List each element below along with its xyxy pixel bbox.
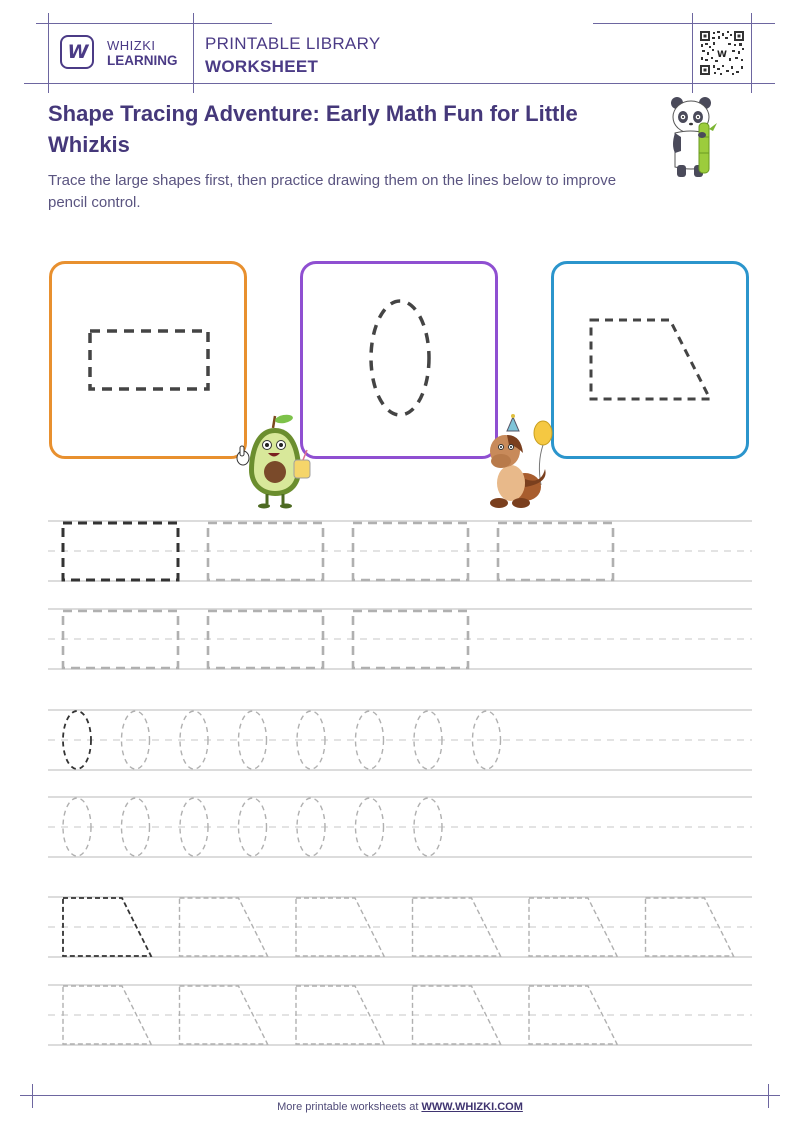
practice-rectangle [353,611,468,668]
footer-line [20,1095,780,1096]
svg-text:W: W [717,50,727,60]
footer-label: More printable worksheets at [277,1101,422,1113]
practice-rectangle [208,523,323,580]
library-label: PRINTABLE LIBRARY [205,34,381,53]
footer-text [0,1101,800,1113]
practice-rectangle [208,611,323,668]
page-title: Shape Tracing Adventure: Early Math Fun for Little Whizkis [48,101,578,157]
practice-rectangle [353,523,468,580]
instructions: Trace the large shapes first, then practice drawing them on the lines below to improve pencil control. [48,172,617,211]
logo-letter: W [67,41,87,63]
worksheet-label: WORKSHEET [205,57,319,76]
brand-subname: LEARNING [107,53,178,68]
brand-name: WHIZKI [107,38,156,53]
footer-link[interactable]: WWW.WHIZKI.COM [421,1101,523,1113]
